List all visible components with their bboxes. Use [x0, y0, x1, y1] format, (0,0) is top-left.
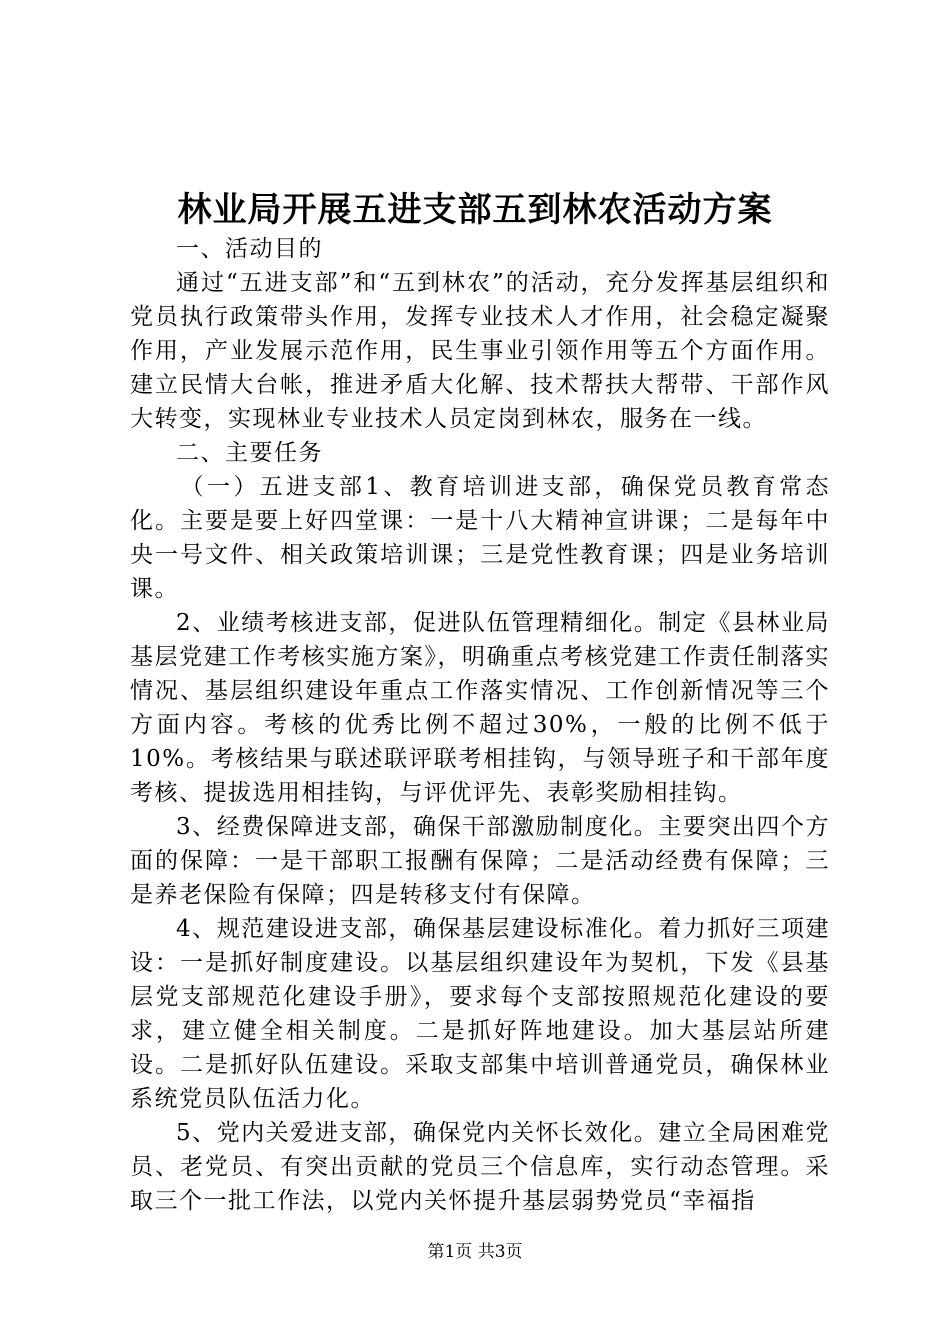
document-body: [130, 232, 830, 1218]
paragraph: 2、业绩考核进支部，促进队伍管理精细化。制定《县林业局基层党建工作考核实施方案》，明确重点考核党建工作责任制落实情况、基层组织建设年重点工作落实情况、工作创新情况等三个方面内容。考核的优秀比例不超过30%，一般的比例不低于10%。考核结果与联述联评联考相挂钩，与领导班子和干部年度考核、提拔选用相挂钩，与评优评先、表彰奖励相挂钩。: [130, 610, 830, 806]
paragraph: （一）五进支部1、教育培训进支部，确保党员教育常态化。主要是要上好四堂课：一是十八大精神宣讲课；二是每年中央一号文件、相关政策培训课；三是党性教育课；四是业务培训课。: [130, 474, 830, 602]
document-title: 林业局开展五进支部五到林农活动方案: [177, 190, 773, 230]
paragraph: 3、经费保障进支部，确保干部激励制度化。主要突出四个方面的保障：一是干部职工报酬有保障；二是活动经费有保障；三是养老保险有保障；四是转移支付有保障。: [130, 814, 830, 908]
paragraph: 通过“五进支部”和“五到林农”的活动，充分发挥基层组织和党员执行政策带头作用，发挥专业技术人才作用，社会稳定凝聚作用，产业发展示范作用，民生事业引领作用等五个方面作用。建立民情大台帐，推进矛盾大化解、技术帮扶大帮带、干部作风大转变，实现林业专业技术人员定岗到林农，服务在一线。: [130, 270, 830, 432]
page-footer: 第1页 共3页: [427, 1242, 523, 1262]
paragraph: 4、规范建设进支部，确保基层建设标准化。着力抓好三项建设：一是抓好制度建设。以基层组织建设年为契机，下发《县基层党支部规范化建设手册》，要求每个支部按照规范化建设的要求，建立健全相关制度。二是抓好阵地建设。加大基层站所建设。二是抓好队伍建设。采取支部集中培训普通党员，确保林业系统党员队伍活力化。: [130, 916, 830, 1112]
section-heading: 二、主要任务: [176, 440, 323, 466]
section-heading: 一、活动目的: [176, 236, 323, 262]
paragraph: 5、党内关爱进支部，确保党内关怀长效化。建立全局困难党员、老党员、有突出贡献的党员三个信息库，实行动态管理。采取三个一批工作法，以党内关怀提升基层弱势党员“幸福指: [130, 1120, 830, 1214]
